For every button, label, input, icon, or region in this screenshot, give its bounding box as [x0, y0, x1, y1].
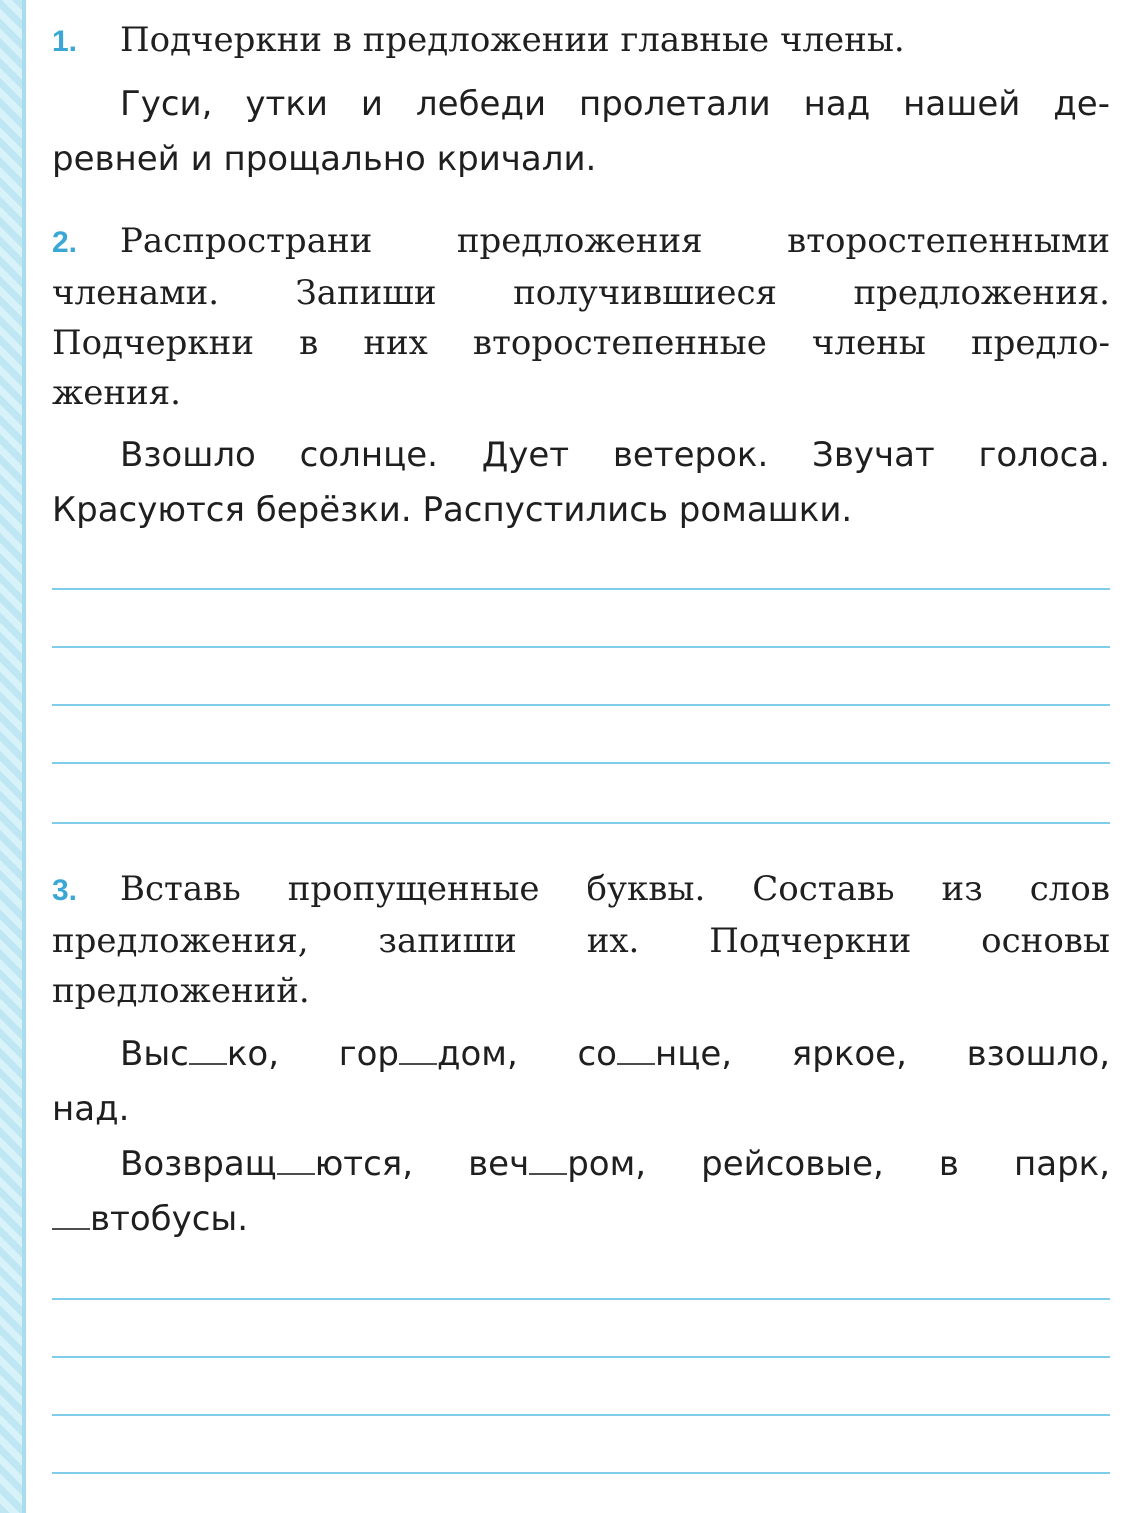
- writing-line[interactable]: [52, 1472, 1110, 1474]
- missing-letter-blank[interactable]: [189, 1033, 227, 1065]
- task-3-text-line-1: Выс ко, гор дом, со нце, яркое, взошло,: [120, 1034, 1110, 1074]
- writing-line[interactable]: [52, 762, 1110, 764]
- writing-line[interactable]: [52, 1298, 1110, 1300]
- task-2-text-line-2: Красуются берёзки. Распустились ромашки.: [52, 490, 853, 530]
- writing-line[interactable]: [52, 1414, 1110, 1416]
- task-2-instruction-line-4: жения.: [52, 373, 181, 413]
- task-1: [52, 15, 1110, 67]
- missing-letter-blank[interactable]: [617, 1033, 655, 1065]
- writing-line[interactable]: [52, 646, 1110, 648]
- missing-letter-blank[interactable]: [52, 1198, 90, 1230]
- task-2-text-line-1: Взошло солнце. Дует ветерок. Звучат голоса.: [120, 435, 1110, 475]
- writing-line[interactable]: [52, 822, 1110, 824]
- task-1-text-line-2: ревней и прощально кричали.: [52, 139, 597, 179]
- task-3-text-line-4: втобусы.: [52, 1192, 1110, 1247]
- task-1-instruction: 1. Подчеркни в предложении главные члены.: [52, 15, 1110, 67]
- missing-letter-blank[interactable]: [529, 1143, 567, 1175]
- task-2-text: [52, 428, 1110, 538]
- task-2-instruction-line-3: Подчеркни в них второстепенные члены предло-: [52, 323, 1110, 363]
- missing-letter-blank[interactable]: [399, 1033, 437, 1065]
- task-3-text-line-2: над.: [52, 1089, 130, 1129]
- task-3: [52, 864, 1110, 1016]
- task-1-text: [52, 77, 1110, 187]
- task-2-instruction-line-1: 2. Распространи предложения второстепенными: [52, 216, 1110, 268]
- task-2-instruction-line-2: членами. Запиши получившиеся предложения.: [52, 273, 1110, 313]
- writing-line[interactable]: [52, 588, 1110, 590]
- writing-line[interactable]: [52, 1356, 1110, 1358]
- task-3-instruction-line-2: предложения, запиши их. Подчеркни основы: [52, 921, 1110, 961]
- task-3-instruction-line-1: 3. Вставь пропущенные буквы. Составь из слов: [52, 864, 1110, 916]
- task-2-number: 2.: [52, 226, 78, 259]
- missing-letter-blank[interactable]: [277, 1143, 315, 1175]
- task-3-instruction-line-3: предложений.: [52, 971, 310, 1011]
- task-3-text-line-3: Возвращ ются, веч ром, рейсовые, в парк,: [120, 1144, 1111, 1184]
- task-3-text: [52, 1027, 1110, 1247]
- decorative-margin-strip: [0, 0, 26, 1513]
- task-1-number: 1.: [52, 25, 78, 58]
- writing-line[interactable]: [52, 704, 1110, 706]
- task-3-number: 3.: [52, 874, 78, 907]
- task-2: [52, 216, 1110, 418]
- task-1-text-line-1: Гуси, утки и лебеди пролетали над нашей де-: [120, 84, 1110, 124]
